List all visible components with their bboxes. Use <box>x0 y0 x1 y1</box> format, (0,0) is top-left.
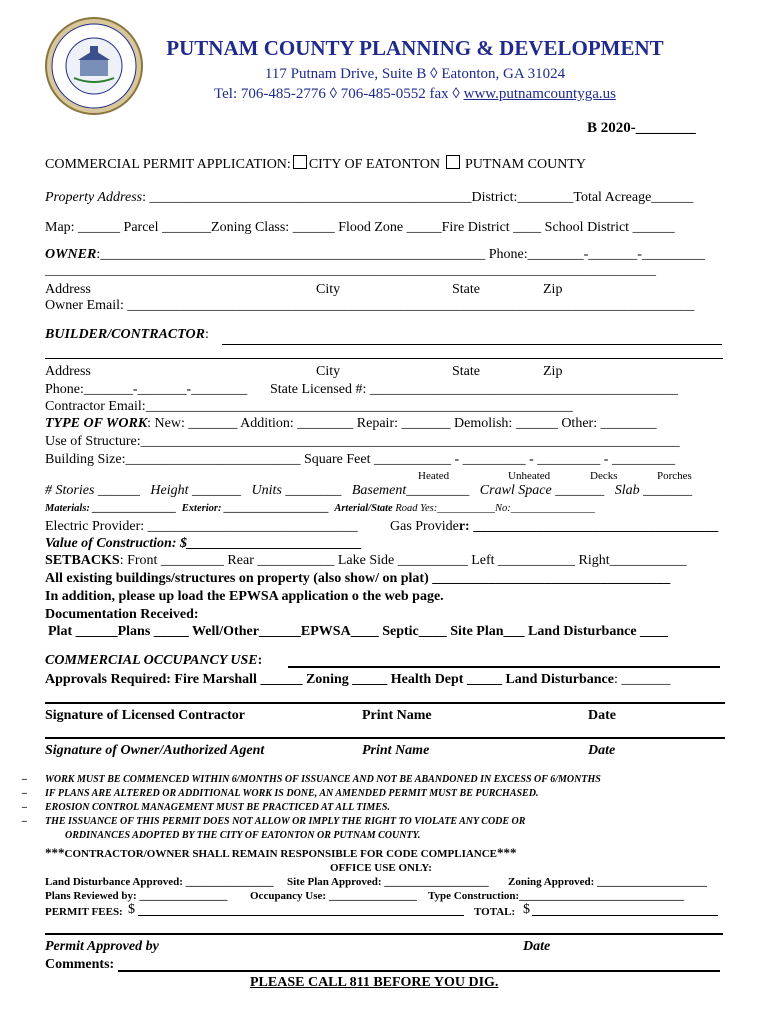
warning-dash-3: – <box>22 802 27 813</box>
value-of-construction[interactable]: Value of Construction: $_________________________ <box>45 536 362 551</box>
owner-address-label: Address <box>45 282 91 297</box>
road-yes-label: Road Yes:___________ <box>395 503 495 514</box>
header-contact <box>0 86 770 103</box>
owner-divider: ______________________________________________________________________________________________ <box>45 262 656 277</box>
builder-city-label: City <box>316 364 341 379</box>
builder-phone-field[interactable]: Phone:_______-_______-________ <box>45 382 248 397</box>
use-of-structure-field[interactable]: Use of Structure:_____________________________________________________________________________ <box>45 434 680 449</box>
type-of-work-fields[interactable]: : New: _______ Addition: ________ Repair: _______ Demolish: ______ Other: ________ <box>147 416 657 431</box>
print-name-label-1: Print Name <box>362 708 432 723</box>
permit-fees-line[interactable] <box>138 915 464 916</box>
owner-label: OWNER <box>45 247 97 262</box>
owner-city-label: City <box>316 282 341 297</box>
city-checkbox[interactable] <box>293 155 307 169</box>
owner-signature-label: Signature of Owner/Authorized Agent <box>45 743 265 758</box>
total-line[interactable] <box>532 915 718 916</box>
existing-buildings-field[interactable]: All existing buildings/structures on property (also show/ on plat) __________________________________ <box>45 571 671 586</box>
approvals-row[interactable]: Approvals Required: Fire Marshall ______ Zoning _____ Health Dept _____ Land Disturbance: _______ <box>45 672 671 687</box>
exterior-label: Exterior: ____________________ <box>181 503 330 514</box>
zoning-approved-field[interactable]: Zoning Approved: ____________________ <box>508 876 708 888</box>
owner-zip-label: Zip <box>543 282 563 297</box>
type-of-work-row <box>45 416 657 432</box>
property-address-label: Property Address <box>45 190 143 205</box>
stories-row[interactable]: # Stories ______ Height _______ Units ________ Basement_________ Crawl Space _______ Slab _______ <box>45 483 693 498</box>
building-size-field[interactable]: Building Size:_________________________ Square Feet ___________ - _________ - _________ - _________ <box>45 452 675 467</box>
documentation-row[interactable]: Plat ______Plans _____ Well/Other______EPWSA____ Septic____ Site Plan___ Land Disturbance ____ <box>48 624 669 639</box>
epwsa-note: In addition, please up load the EPWSA application o the web page. <box>45 589 444 604</box>
print-name-label-2: Print Name <box>362 743 430 758</box>
owner-state-label: State <box>452 282 480 297</box>
date-label-2: Date <box>588 743 616 758</box>
map-parcel-row[interactable]: Map: ______ Parcel _______Zoning Class: ______ Flood Zone _____Fire District ____ School District ______ <box>45 220 675 235</box>
contractor-signature-line[interactable] <box>45 702 725 704</box>
land-disturbance-field[interactable]: Land Disturbance Approved: ________________ <box>45 876 274 888</box>
porches-label: Porches <box>657 470 692 482</box>
builder-line-2[interactable] <box>45 358 723 359</box>
approval-date-label: Date <box>523 939 551 954</box>
application-type-row <box>45 155 586 173</box>
date-label-1: Date <box>588 708 616 723</box>
arterial-label: Arterial/State <box>334 503 393 514</box>
office-use-title: OFFICE USE ONLY: <box>330 862 432 874</box>
city-option: CITY OF EATONTON <box>308 157 441 172</box>
warning-4: THE ISSUANCE OF THIS PERMIT DOES NOT ALLOW OR IMPLY THE RIGHT TO VIOLATE ANY CODE OR <box>45 816 526 827</box>
road-no-label: No:________________ <box>494 503 595 514</box>
permit-approved-label: Permit Approved by <box>45 939 159 954</box>
site-plan-field[interactable]: Site Plan Approved: ___________________ <box>287 876 489 888</box>
plans-reviewed-field[interactable]: Plans Reviewed by: ________________ <box>45 890 228 902</box>
website-link[interactable]: www.putnamcountyga.us <box>463 86 616 102</box>
builder-line[interactable] <box>222 344 722 345</box>
occupancy-use-field[interactable]: Occupancy Use: ________________ <box>250 890 417 902</box>
comments-label: Comments: <box>45 957 115 972</box>
header-phone: Tel: 706-485-2776 ◊ 706-485-0552 fax ◊ <box>214 86 464 102</box>
builder-label: BUILDER/CONTRACTOR <box>45 327 205 342</box>
builder-zip-label: Zip <box>543 364 563 379</box>
occupancy-line[interactable] <box>288 666 720 668</box>
warning-dash-1: – <box>22 774 27 785</box>
builder-row: BUILDER/CONTRACTOR: <box>45 327 209 342</box>
property-address-row <box>45 190 693 206</box>
contractor-signature-label: Signature of Licensed Contractor <box>45 708 245 723</box>
owner-field[interactable]: :_______________________________________________________ Phone:________-_______-_________ <box>96 247 705 262</box>
warning-5: ORDINANCES ADOPTED BY THE CITY OF EATONTON OR PUTNAM COUNTY. <box>65 830 421 841</box>
electric-provider-field[interactable]: Electric Provider: ______________________________ <box>45 519 358 534</box>
contractor-email-field[interactable]: Contractor Email:_____________________________________________________________ <box>45 399 573 414</box>
unheated-label: Unheated <box>508 470 551 482</box>
owner-row <box>45 247 705 263</box>
builder-address-label: Address <box>45 364 91 379</box>
warning-3: EROSION CONTROL MANAGEMENT MUST BE PRACTICED AT ALL TIMES. <box>45 802 390 813</box>
acreage-field[interactable]: Total Acreage______ <box>573 190 694 205</box>
permit-number: B 2020-________ <box>587 120 696 136</box>
footer-notice: PLEASE CALL 811 BEFORE YOU DIG. <box>250 975 499 990</box>
materials-row[interactable] <box>45 503 595 514</box>
owner-email-field[interactable]: Owner Email: _________________________________________________________________________________ <box>45 298 695 313</box>
warning-dash-2: – <box>22 788 27 799</box>
heated-label: Heated <box>418 470 450 482</box>
application-label: COMMERCIAL PERMIT APPLICATION: <box>45 157 291 172</box>
compliance-note: ***CONTRACTOR/OWNER SHALL REMAIN RESPONSIBLE FOR CODE COMPLIANCE*** <box>45 845 517 860</box>
builder-state-label: State <box>452 364 480 379</box>
header-address: 117 Putnam Drive, Suite B ◊ Eatonton, GA 31024 <box>264 66 566 82</box>
setbacks-row[interactable]: SETBACKS: Front _________ Rear ___________ Lake Side __________ Left ___________ Right___________ <box>45 553 687 568</box>
county-checkbox[interactable] <box>446 155 460 169</box>
warning-dash-4: – <box>22 816 27 827</box>
permit-fees-sign: $ <box>128 902 135 917</box>
warning-2: IF PLANS ARE ALTERED OR ADDITIONAL WORK IS DONE, AN AMENDED PERMIT MUST BE PURCHASED. <box>45 788 539 799</box>
state-licensed-field[interactable]: State Licensed #: ____________________________________________ <box>270 382 678 397</box>
total-label: TOTAL: <box>474 906 516 918</box>
property-address-field[interactable]: : ______________________________________________ <box>142 190 472 205</box>
gas-provider-field[interactable]: Gas Provider: ___________________________________ <box>390 519 719 534</box>
county-option: PUTNAM COUNTY <box>465 157 586 172</box>
header-title: PUTNAM COUNTY PLANNING & DEVELOPMENT <box>166 36 664 60</box>
total-sign: $ <box>523 902 530 917</box>
occupancy-label: COMMERCIAL OCCUPANCY USE <box>45 653 258 668</box>
setbacks-label: SETBACKS <box>45 553 120 568</box>
decks-label: Decks <box>590 470 618 482</box>
materials-label: Materials: ________________ <box>45 503 177 514</box>
type-construction-field[interactable]: Type Construction:______________________________ <box>428 890 685 902</box>
occupancy-row: COMMERCIAL OCCUPANCY USE: <box>45 653 263 668</box>
comments-line[interactable] <box>118 970 720 972</box>
warning-1: WORK MUST BE COMMENCED WITHIN 6/MONTHS OF ISSUANCE AND NOT BE ABANDONED IN EXCESS OF 6/MONTHS <box>45 774 601 785</box>
approval-line[interactable] <box>45 933 723 935</box>
permit-fees-label: PERMIT FEES: <box>45 906 123 918</box>
owner-signature-line[interactable] <box>45 737 725 739</box>
district-field[interactable]: District:________ <box>471 190 574 205</box>
type-of-work-label: TYPE OF WORK <box>45 416 148 431</box>
documentation-label: Documentation Received: <box>45 607 199 622</box>
